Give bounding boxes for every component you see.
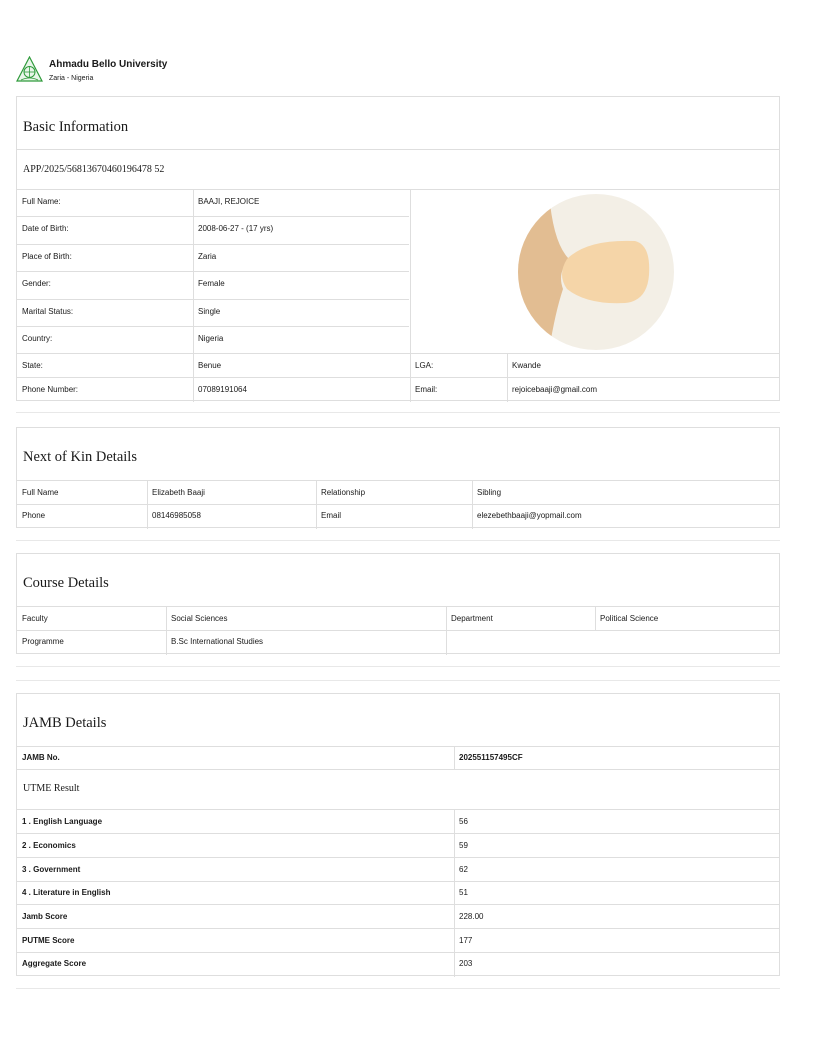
section-separator <box>16 666 780 667</box>
divider <box>17 326 409 327</box>
divider <box>17 299 409 300</box>
divider <box>17 881 779 882</box>
kin-phone-value: 08146985058 <box>152 511 201 520</box>
divider <box>17 952 779 953</box>
divider <box>166 606 167 655</box>
lga-value: Kwande <box>512 361 541 370</box>
divider <box>17 353 779 354</box>
phone-label: Phone Number: <box>22 385 79 394</box>
basic-information-card <box>16 96 780 401</box>
state-label: State: <box>22 361 43 370</box>
gender-label: Gender: <box>22 279 51 288</box>
putme-score-value: 177 <box>459 936 473 945</box>
divider <box>17 606 779 607</box>
jamb-details-card <box>16 693 780 976</box>
divider <box>17 928 779 929</box>
email-value: rejoicebaaji@gmail.com <box>512 385 598 394</box>
marital-status-label: Marital Status: <box>22 307 74 316</box>
jamb-score-value: 228.00 <box>459 912 484 921</box>
full-name-label: Full Name: <box>22 197 61 206</box>
country-value: Nigeria <box>198 334 224 343</box>
aggregate-score-label: Aggregate Score <box>22 959 87 968</box>
divider <box>17 769 779 770</box>
kin-relationship-value: Sibling <box>477 488 502 497</box>
next-of-kin-card <box>16 427 780 528</box>
divider <box>147 480 148 529</box>
jamb-score-label: Jamb Score <box>22 912 68 921</box>
divider <box>454 746 455 769</box>
full-name-value: BAAJI, REJOICE <box>198 197 260 206</box>
section-separator <box>16 988 780 989</box>
aggregate-score-value: 203 <box>459 959 473 968</box>
divider <box>17 904 779 905</box>
section-title: Basic Information <box>23 119 129 135</box>
dob-label: Date of Birth: <box>22 224 69 233</box>
divider <box>17 630 779 631</box>
divider <box>316 480 317 529</box>
divider <box>17 189 779 190</box>
lga-label: LGA: <box>415 361 434 370</box>
kin-full-name-value: Elizabeth Baaji <box>152 488 205 497</box>
phone-value: 07089191064 <box>198 385 247 394</box>
divider <box>595 606 596 630</box>
university-location: Zaria - Nigeria <box>49 75 94 82</box>
kin-phone-label: Phone <box>22 511 46 520</box>
programme-value: B.Sc International Studies <box>171 637 264 646</box>
marital-status-value: Single <box>198 307 221 316</box>
department-value: Political Science <box>600 614 659 623</box>
divider <box>17 746 779 747</box>
applicant-photo <box>517 193 675 351</box>
divider <box>446 606 447 655</box>
divider <box>17 857 779 858</box>
putme-score-label: PUTME Score <box>22 936 75 945</box>
university-logo-icon <box>16 56 43 83</box>
divider <box>17 833 779 834</box>
section-separator <box>16 680 780 681</box>
divider <box>17 480 779 481</box>
subject-literature-label: 4 . Literature in English <box>22 888 111 897</box>
divider <box>17 244 409 245</box>
state-value: Benue <box>198 361 222 370</box>
subject-literature-score: 51 <box>459 888 468 897</box>
kin-email-label: Email <box>321 511 342 520</box>
section-title: Course Details <box>23 575 109 591</box>
place-of-birth-label: Place of Birth: <box>22 252 72 261</box>
gender-value: Female <box>198 279 225 288</box>
kin-email-value: elezebethbaaji@yopmail.com <box>477 511 582 520</box>
place-of-birth-value: Zaria <box>198 252 217 261</box>
subject-english-score: 56 <box>459 817 468 826</box>
country-label: Country: <box>22 334 53 343</box>
subject-economics-score: 59 <box>459 841 468 850</box>
divider <box>17 809 779 810</box>
divider <box>17 149 779 150</box>
jamb-number-value: 202551157495CF <box>459 753 523 762</box>
course-details-card <box>16 553 780 654</box>
application-number: APP/2025/56813670460196478 52 <box>23 164 165 175</box>
divider <box>17 216 409 217</box>
subject-english-label: 1 . English Language <box>22 817 103 826</box>
divider <box>17 271 409 272</box>
dob-value: 2008-06-27 - (17 yrs) <box>198 224 274 233</box>
university-name: Ahmadu Bello University <box>49 59 168 70</box>
subject-government-score: 62 <box>459 865 468 874</box>
divider <box>472 480 473 529</box>
kin-relationship-label: Relationship <box>321 488 366 497</box>
divider <box>17 377 779 378</box>
section-separator <box>16 540 780 541</box>
subject-economics-label: 2 . Economics <box>22 841 76 850</box>
divider <box>193 189 194 402</box>
email-label: Email: <box>415 385 438 394</box>
jamb-number-label: JAMB No. <box>22 753 60 762</box>
department-label: Department <box>451 614 493 623</box>
utme-result-title: UTME Result <box>23 783 80 794</box>
section-separator <box>16 412 780 413</box>
faculty-label: Faculty <box>22 614 48 623</box>
subject-government-label: 3 . Government <box>22 865 81 874</box>
section-title: JAMB Details <box>23 715 107 731</box>
faculty-value: Social Sciences <box>171 614 228 623</box>
programme-label: Programme <box>22 637 64 646</box>
kin-full-name-label: Full Name <box>22 488 59 497</box>
section-title: Next of Kin Details <box>23 449 137 465</box>
divider <box>410 189 411 402</box>
divider <box>17 504 779 505</box>
